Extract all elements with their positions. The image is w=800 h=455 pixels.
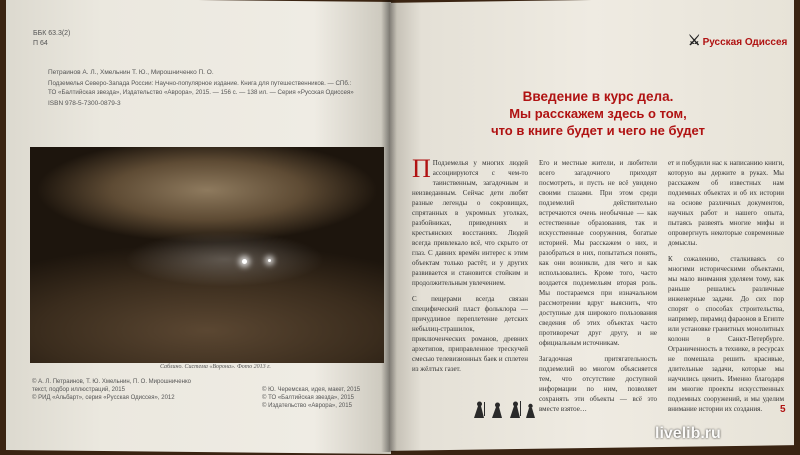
heading-line: Мы расскажем здесь о том, bbox=[509, 106, 687, 121]
text-column-2 bbox=[539, 158, 657, 418]
heading-line: Введение в курс дела. bbox=[522, 89, 674, 104]
copyright-left bbox=[32, 378, 242, 402]
description-line-2: ТО «Балтийская звезда», Издательство «Аврора», 2015. — 156 с. — 138 ил. — Серия «Русская Одиссея» bbox=[48, 89, 354, 96]
isbn: ISBN 978-5-7300-0879-3 bbox=[48, 100, 121, 107]
column-text: Загадочная притягательность подземелий во многом объясняется тем, что отсутствие доступной информации по ним, позволяет сохранять эти объекты — всё это вместе взятое… bbox=[539, 355, 657, 413]
cave-photo bbox=[30, 147, 384, 363]
photo-caption: Саблино. Система «Ворона». Фото 2013 г. bbox=[160, 364, 271, 370]
column-text: Его и местные жители, и любители всего загадочного приходят посмотреть, и пусть не всё увидено своими глазами. При этом среди подземелий действительно встречаются очень необычные — как естественные образования, так и искусственные сооружения, богатые историей. Мы расскажем о них, и разобраться в них, попытаться понять, как они возникли, для чего и как использовались. Кроме того, часто воздается подземельям вторая роль. Мы постараемся при изначальном рассмотрении вдруг выяснить, что доступные для широкого пользования сведения об этих объектах часто противоречат друг другу, и не официальным источникам. bbox=[539, 159, 657, 347]
knights-illustration bbox=[470, 398, 540, 420]
column-text: С пещерами всегда связан специфический пласт фольклора — причудливое переплетение детских небылиц-страшилок, приключенческих романов, древних архетипов, приправленное трескучей смесью телевизионных баек и сплетен из жёлтых газет. bbox=[412, 295, 528, 373]
watermark-text: livelib.ru bbox=[655, 425, 721, 442]
heading-line: что в книге будет и чего не будет bbox=[491, 123, 705, 138]
column-text: Подземелья у многих людей ассоциируются с чем-то таинственным, загадочным и неизведанным. Сейчас дети любят разные легенды о сокровищах, спрятанных в укромных уголках, разбойниках, приведениях и крестьянских восстаниях. Людей всегда привлекало всё, что скрыто от глаз. С давних времён интерес к этим объектам только растёт, и у других развивается и становится стойким и продолжительным увлечением. bbox=[412, 159, 528, 287]
copyright-line: © Ю. Черемская, идея, макет, 2015 bbox=[262, 387, 361, 393]
copyright-right bbox=[262, 386, 382, 410]
copyright-line: © ТО «Балтийская звезда», 2015 bbox=[262, 395, 354, 401]
cave-light bbox=[268, 259, 271, 262]
authors-line: Петраинов А. Л., Хмельнин Т. Ю., Мирошниченко П. О. bbox=[48, 69, 214, 76]
series-logo bbox=[688, 32, 787, 49]
drop-cap: П bbox=[412, 158, 431, 183]
bbk-code: ББК 63.3(2) bbox=[33, 30, 71, 37]
udk-code: П 64 bbox=[33, 40, 48, 47]
page-number: 5 bbox=[780, 404, 786, 415]
text-column-3 bbox=[668, 158, 784, 418]
description-line-1: Подземелья Северо-Запада России: Научно-популярное издание. Книга для путешественников. — СПб.: bbox=[48, 80, 352, 87]
copyright-line: текст, подбор иллюстраций, 2015 bbox=[32, 387, 125, 393]
column-text: К сожалению, сталкиваясь со многими историческими объектами, мы мало внимания уделяем тому, как раньше решались различные инженерные задачи. До сих пор спорят о способах строительства, например, пирамид фараонов в Египте или установке гранитных монолитных колонн в Санкт-Петербурге. Ограниченность в технике, в ресурсах не помешала решить красивые, длительные задачи, которые мы научились ценить. Именно благодаря им многие проекты искусственных подземных сооружений, и мы уделим внимание истории их создания. bbox=[668, 255, 784, 413]
copyright-line: © А. Л. Петраинов, Т. Ю. Хмельнин, П. О. Мирошниченко bbox=[32, 379, 191, 385]
logo-text: Русская Одиссея bbox=[702, 37, 788, 48]
text-column-1 bbox=[412, 158, 528, 393]
copyright-line: © Издательство «Аврора», 2015 bbox=[262, 403, 352, 409]
chapter-heading bbox=[478, 88, 718, 139]
cave-light bbox=[242, 259, 247, 264]
watermark bbox=[655, 425, 721, 443]
column-text: ет и побудили нас к написанию книги, которую вы держите в руках. Мы расскажем об известных нам подземных объектах и об их истории на основе различных документов, научных работ и нашего опыта, пытаясь развеять многие мифы и опровергнуть некоторые современные домыслы. bbox=[668, 159, 784, 247]
copyright-line: © РИД «Альбарт», серия «Русская Одиссея», 2012 bbox=[32, 395, 175, 401]
swords-icon: ⚔ bbox=[688, 32, 701, 48]
